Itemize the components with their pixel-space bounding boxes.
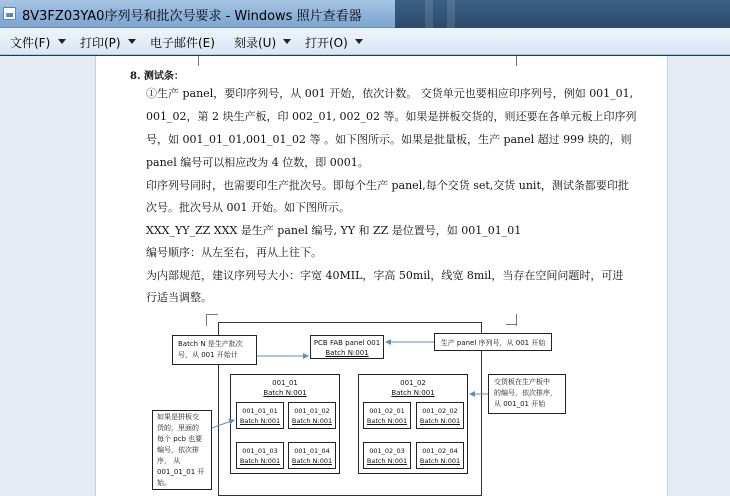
- menu-open[interactable]: 打开(O): [305, 36, 348, 50]
- unit-title: 001_01_02: [294, 407, 330, 415]
- unit-batch: Batch N:001: [239, 417, 281, 425]
- unit-batch: Batch N:001: [239, 457, 281, 465]
- menu-file[interactable]: 文件(F): [10, 36, 51, 50]
- doc-line: 印序列号同时，也需要印生产批次号。即每个生产 panel,每个交货 set,交货 unit，测试条都要印批: [146, 179, 629, 192]
- unit-batch: Batch N:001: [419, 457, 461, 465]
- unit-batch: Batch N:001: [366, 457, 408, 465]
- note-text: 交货板在生产板中: [494, 378, 550, 386]
- unit-title: 001_02_01: [369, 407, 405, 415]
- doc-line: 001_02，第 2 块生产板，印 002_01, 002_02 等。如果是拼板交货的，则还要在各单元板上印序列: [146, 110, 637, 123]
- section-heading: 8. 测试条：: [130, 71, 184, 82]
- crop-mark: [206, 314, 207, 326]
- unit-title: 001_02_02: [422, 407, 458, 415]
- title-bar: [0, 0, 730, 28]
- note-text: 如果是拼板交: [157, 413, 199, 421]
- menu-file-chevron-down-icon[interactable]: [58, 39, 66, 44]
- note-text: 序， 从: [157, 457, 181, 465]
- unit-box: [363, 442, 411, 469]
- panel-title: PCB FAB panel 001: [313, 339, 381, 347]
- unit-box: [288, 442, 336, 469]
- doc-line: 次号。批次号从 001 开始。如下图所示。: [146, 201, 350, 214]
- note-text: 号，从 001 开始计: [178, 351, 238, 359]
- crop-mark: [516, 56, 517, 66]
- menu-print-chevron-down-icon[interactable]: [128, 39, 136, 44]
- unit-batch: Batch N:001: [291, 457, 333, 465]
- unit-title: 001_01_04: [294, 447, 330, 455]
- doc-line: 行适当调整。: [146, 291, 212, 304]
- menu-burn-chevron-down-icon[interactable]: [283, 39, 291, 44]
- document-image: [95, 56, 668, 496]
- doc-line: XXX_YY_ZZ XXX 是生产 panel 编号, YY 和 ZZ 是位置号，如 001_01_01: [146, 224, 522, 237]
- panel-batch: Batch N:001: [325, 349, 369, 357]
- unit-note-box: [152, 410, 212, 490]
- menu-open-chevron-down-icon[interactable]: [355, 39, 363, 44]
- unit-title: 001_02_04: [422, 447, 458, 455]
- doc-line: 编号顺序：从左至右，再从上往下。: [146, 246, 322, 259]
- panel-serial-note-box: [434, 333, 552, 351]
- image-viewer-area[interactable]: [0, 56, 730, 496]
- window-title: 8V3FZ03YA0序列号和批次号要求 - Windows 照片查看器: [22, 9, 362, 24]
- crop-mark: [198, 56, 199, 66]
- unit-batch: Batch N:001: [366, 417, 408, 425]
- menu-burn[interactable]: 刻录(U): [234, 36, 277, 50]
- crop-mark: [506, 324, 516, 325]
- unit-title: 001_01_01: [242, 407, 278, 415]
- menu-bar: [0, 28, 730, 55]
- unit-box: [236, 442, 284, 469]
- set-note-box: [488, 374, 566, 414]
- note-text: 生产 panel 序列号，从 001 开始: [440, 339, 546, 347]
- unit-box: [416, 442, 464, 469]
- unit-box: [236, 402, 284, 429]
- unit-batch: Batch N:001: [291, 417, 333, 425]
- unit-box: [288, 402, 336, 429]
- note-text: 从 001_01 开始: [494, 400, 546, 408]
- background-window: [395, 0, 730, 28]
- crop-mark: [206, 314, 218, 315]
- crop-mark: [516, 314, 517, 326]
- doc-line: 号，如 001_01_01,001_01_02 等 。如下图所示。如果是批量板，生产 panel 超过 999 块的，则: [146, 133, 632, 146]
- set-title: 001_01: [272, 379, 298, 387]
- unit-box: [416, 402, 464, 429]
- unit-title: 001_01_03: [242, 447, 278, 455]
- set-title: 001_02: [400, 379, 426, 387]
- doc-line: 为内部规范，建议序列号大小：字宽 40MIL，字高 50mil，线宽 8mil，当存在空间问题时，可进: [146, 269, 624, 282]
- note-text: Batch N 是生产批次: [178, 340, 243, 348]
- menu-print[interactable]: 打印(P): [80, 36, 121, 50]
- unit-box: [363, 402, 411, 429]
- panel-box: [310, 335, 384, 359]
- unit-title: 001_02_03: [369, 447, 405, 455]
- note-text: 编号，依次排: [157, 446, 199, 454]
- photo-viewer-app-icon: [3, 7, 16, 20]
- unit-batch: Batch N:001: [419, 417, 461, 425]
- batch-note-box: [172, 335, 257, 365]
- note-text: 每个 pcb 也要: [157, 435, 203, 443]
- note-text: 始。: [157, 479, 171, 487]
- doc-line: panel 编号可以相应改为 4 位数，即 0001。: [146, 156, 369, 169]
- note-text: 货的，里面的: [157, 424, 199, 432]
- note-text: 001_01_01 开: [157, 468, 205, 476]
- note-text: 的编号，依次排序，: [494, 389, 557, 397]
- set-batch: Batch N:001: [263, 389, 307, 397]
- doc-line: ①生产 panel，要印序列号，从 001 开始，依次计数。 交货单元也要相应印序列号，例如 001_01,: [146, 87, 634, 100]
- set-batch: Batch N:001: [391, 389, 435, 397]
- menu-email[interactable]: 电子邮件(E): [150, 36, 215, 50]
